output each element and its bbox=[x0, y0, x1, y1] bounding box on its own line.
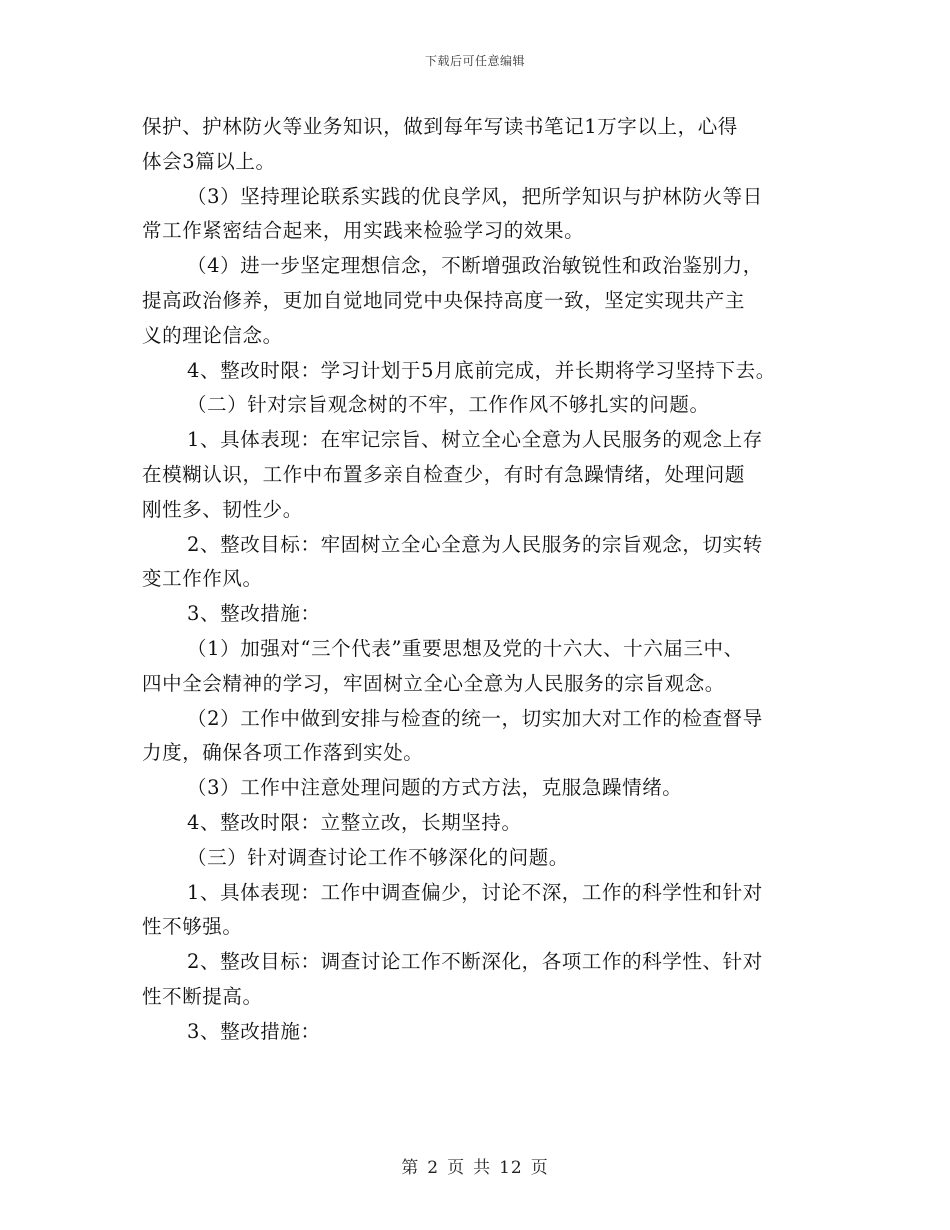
footer-current-page: 2 bbox=[427, 1158, 440, 1178]
text-line: 性不够强。 bbox=[142, 915, 243, 939]
text-line: 义的理论信念。 bbox=[142, 323, 283, 347]
text-line: （1）加强对“三个代表”重要思想及党的十六大、十六届三中、 bbox=[187, 636, 744, 660]
page-footer bbox=[0, 1153, 950, 1178]
footer-page-label: 页 bbox=[447, 1158, 466, 1178]
text-line: 2、整改目标：牢固树立全心全意为人民服务的宗旨观念，切实转 bbox=[187, 532, 763, 556]
text-line: （2）工作中做到安排与检查的统一，切实加大对工作的检查督导 bbox=[187, 706, 763, 730]
text-line: （二）针对宗旨观念树的不牢，工作作风不够扎实的问题。 bbox=[187, 393, 710, 417]
text-line: （3）工作中注意处理问题的方式方法，克服急躁情绪。 bbox=[187, 776, 683, 800]
text-line: 力度，确保各项工作落到实处。 bbox=[142, 741, 424, 765]
page-header: 下载后可任意编辑 bbox=[424, 54, 525, 68]
text-line: 常工作紧密结合起来，用实践来检验学习的效果。 bbox=[142, 219, 585, 243]
text-line: 四中全会精神的学习，牢固树立全心全意为人民服务的宗旨观念。 bbox=[142, 671, 725, 695]
text-line: 提高政治修养，更加自觉地同党中央保持高度一致，坚定实现共产主 bbox=[142, 288, 746, 312]
text-line: （3）坚持理论联系实践的优良学风，把所学知识与护林防火等日 bbox=[187, 184, 763, 208]
text-line: （4）进一步坚定理想信念，不断增强政治敏锐性和政治鉴别力， bbox=[187, 254, 763, 278]
text-line: 3、整改措施： bbox=[187, 1019, 321, 1043]
footer-suffix: 页 bbox=[530, 1158, 549, 1178]
footer-total-label: 共 bbox=[473, 1158, 492, 1178]
text-line: 体会3篇以上。 bbox=[142, 149, 276, 173]
text-line: 1、具体表现：在牢记宗旨、树立全心全意为人民服务的观念上存 bbox=[187, 428, 763, 452]
text-line: 变工作作风。 bbox=[142, 567, 263, 591]
footer-total-pages: 12 bbox=[499, 1158, 523, 1178]
text-line: 刚性多、韧性少。 bbox=[142, 497, 303, 521]
text-line: 4、整改时限：学习计划于5月底前完成，并长期将学习坚持下去。 bbox=[187, 358, 776, 382]
text-line: 3、整改措施： bbox=[187, 602, 321, 626]
text-line: 1、具体表现：工作中调查偏少，讨论不深，工作的科学性和针对 bbox=[187, 880, 763, 904]
text-line: （三）针对调查讨论工作不够深化的问题。 bbox=[187, 845, 569, 869]
text-line: 性不断提高。 bbox=[142, 984, 263, 1008]
text-line: 4、整改时限：立整立改，长期坚持。 bbox=[187, 810, 522, 834]
footer-prefix: 第 bbox=[401, 1158, 420, 1178]
text-line: 在模糊认识，工作中布置多亲自检查少，有时有急躁情绪，处理问题 bbox=[142, 462, 746, 486]
text-line: 2、整改目标：调查讨论工作不断深化，各项工作的科学性、针对 bbox=[187, 950, 763, 974]
text-line: 保护、护林防火等业务知识，做到每年写读书笔记1万字以上，心得 bbox=[142, 115, 738, 138]
document-body bbox=[142, 110, 822, 1050]
